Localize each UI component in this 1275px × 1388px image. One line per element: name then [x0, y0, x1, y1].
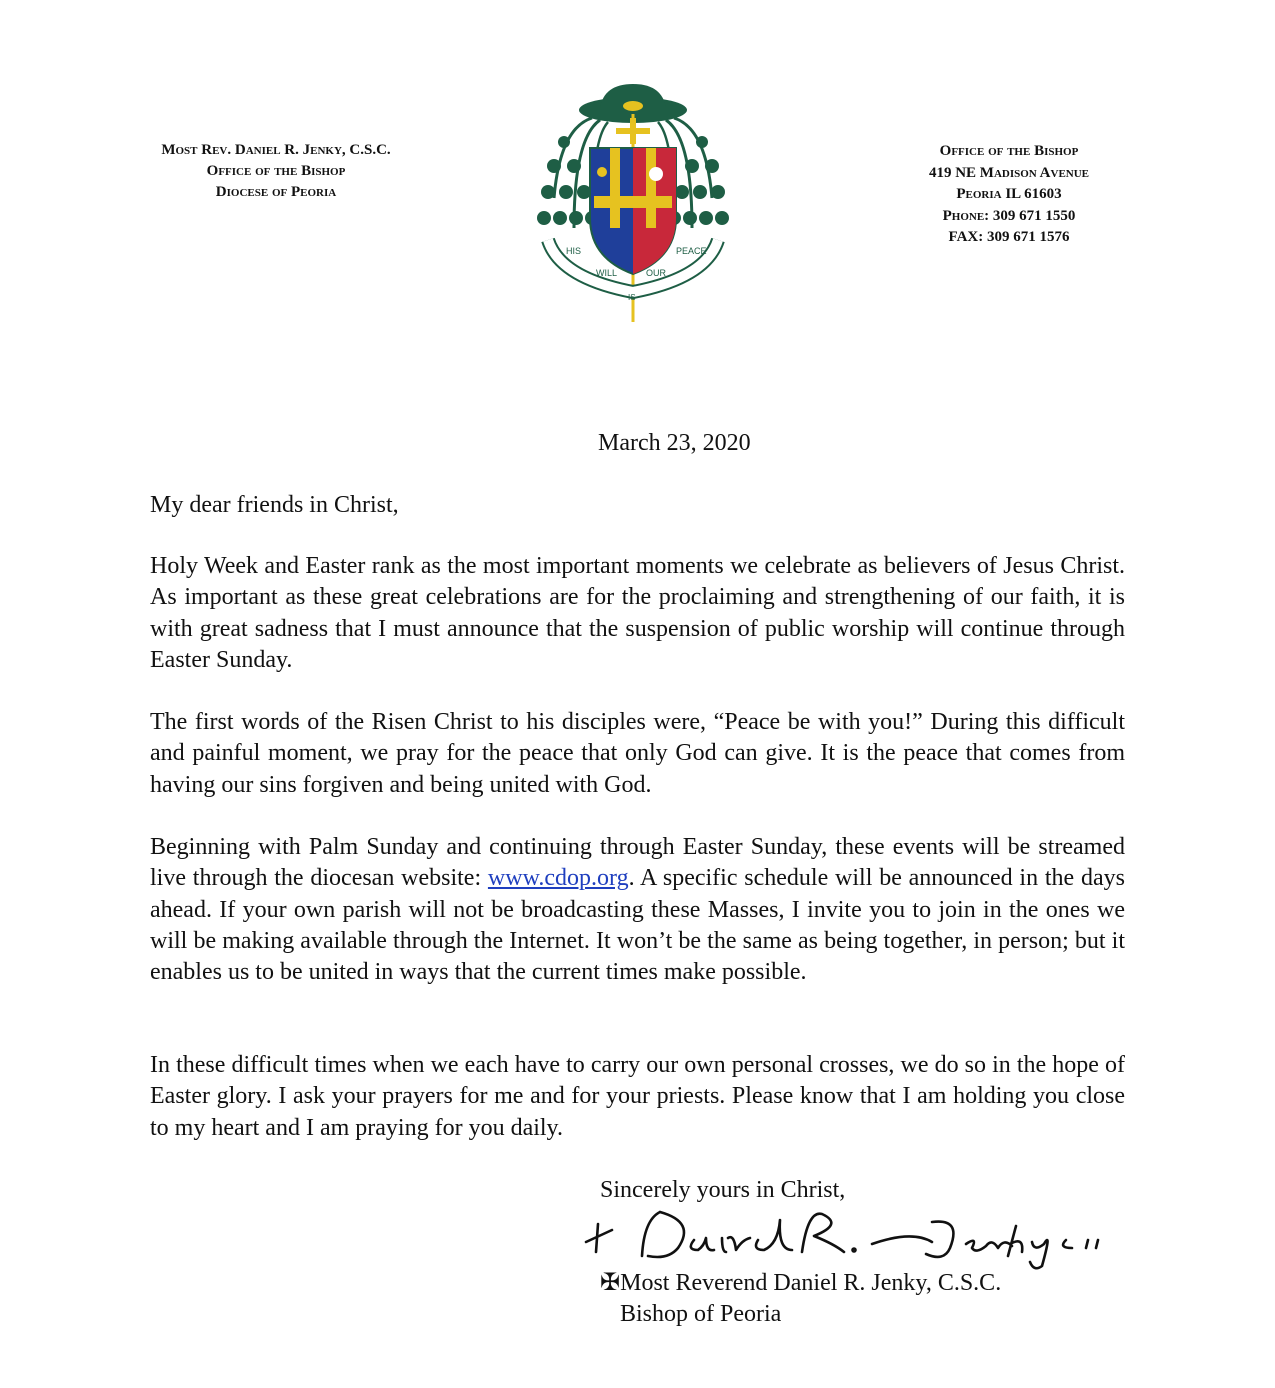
- coat-of-arms-logo: [530, 78, 736, 324]
- sender-diocese: Diocese of Peoria: [215, 184, 337, 200]
- sender-name: Most Rev. Daniel R. Jenky, C.S.C.: [161, 142, 391, 158]
- paragraph-3-intro: Beginning with Palm Sunday and continuing through Easter Sunday, these events will be streamed live through the diocesan website:: [150, 834, 1125, 892]
- letter-greeting: My dear friends in Christ,: [150, 492, 399, 518]
- letterhead-sender: [118, 140, 434, 203]
- motto-is: IS: [628, 293, 636, 302]
- contact-office: Office of the Bishop: [939, 143, 1079, 159]
- signer-title: Bishop of Peoria: [620, 1301, 782, 1327]
- website-link[interactable]: www.cdop.org: [487, 865, 629, 892]
- handwritten-signature: [582, 1200, 1132, 1270]
- sender-office: Office of the Bishop: [206, 163, 346, 179]
- letter-date: March 23, 2020: [598, 430, 751, 456]
- contact-phone: Phone: 309 671 1550: [942, 207, 1076, 224]
- signer-name: ✠Most Reverend Daniel R. Jenky, C.S.C.: [600, 1270, 1002, 1296]
- paragraph-2: The first words of the Risen Christ to his disciples were, “Peace be with you!” During this difficult and painful moment, we pray for the peace that only God can give. It is the peace that comes from having our sins forgiven and being united with God.: [150, 709, 1125, 798]
- contact-fax: FAX: 309 671 1576: [948, 229, 1070, 245]
- motto-peace: PEACE: [676, 246, 707, 256]
- motto-will: WILL: [596, 268, 618, 278]
- paragraph-3: [150, 832, 1125, 988]
- contact-street: 419 NE Madison Avenue: [928, 164, 1090, 181]
- contact-city: Peoria IL 61603: [956, 186, 1062, 202]
- paragraph-1: Holy Week and Easter rank as the most important moments we celebrate as believers of Jesus Christ. As important as these great celebrations are for the proclaiming and strengthening of our faith, it is with great sadness that I must announce that the suspension of public worship will continue through Easter Sunday.: [150, 553, 1125, 673]
- letterhead-contact: [886, 141, 1132, 249]
- closing: Sincerely yours in Christ,: [600, 1177, 846, 1203]
- motto-his: HIS: [566, 246, 582, 256]
- paragraph-4: In these difficult times when we each have to carry our own personal crosses, we do so in the hope of Easter glory. I ask your prayers for me and for your priests. Please know that I am holding you close to my heart and I am praying for you daily.: [150, 1052, 1125, 1141]
- motto-our: OUR: [646, 268, 666, 278]
- paragraph-3-rest: . A specific schedule will be announced in the days ahead. If your own parish will not be broadcasting these Masses, I invite you to join in the ones we will be making available through the Internet. It won’t be the same as being together, in person; but it enables us to be united in ways that the current times make possible.: [150, 865, 1125, 986]
